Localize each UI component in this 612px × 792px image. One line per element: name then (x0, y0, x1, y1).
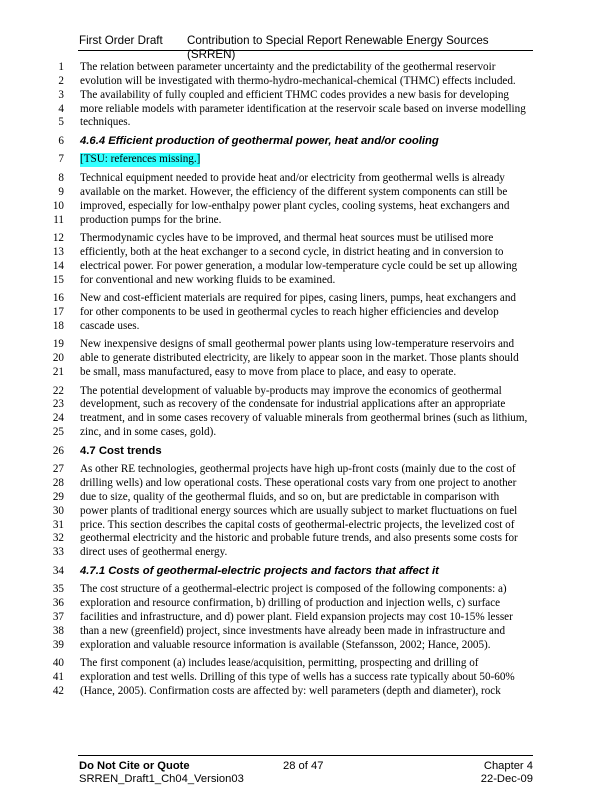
text-line (0, 75, 612, 89)
text-line (0, 214, 612, 228)
line-number: 25 (52, 426, 64, 439)
line-number: 41 (52, 671, 64, 683)
line-number: 24 (52, 412, 64, 425)
page-header (78, 34, 533, 61)
line-number: 15 (52, 273, 64, 286)
text-line (0, 398, 612, 412)
line-text: 4.7.1 Costs of geothermal-electric projects and factors that affect it (80, 564, 439, 577)
line-text: techniques. (80, 116, 131, 129)
text-line (0, 505, 612, 519)
line-text: improved, especially for low-enthalpy power plant cycles, cooling systems, heat exchangers and (80, 199, 510, 212)
paragraph (0, 153, 612, 167)
line-text: cascade uses. (80, 319, 140, 332)
paragraph (0, 338, 612, 380)
line-text: electrical power. For power generation, a modular low-temperature cycle could be set up allowing (80, 259, 518, 272)
text-line (0, 385, 612, 399)
section-heading (0, 135, 612, 149)
footer-rule (78, 755, 533, 756)
text-line (0, 153, 612, 167)
line-number: 6 (58, 134, 64, 147)
line-text: for conventional and new working fluids to be examined. (80, 273, 336, 286)
line-number: 1 (58, 61, 64, 73)
paragraph (0, 385, 612, 440)
line-number: 10 (52, 199, 64, 212)
paragraph (0, 232, 612, 287)
text-line (0, 89, 612, 103)
text-line (0, 246, 612, 260)
line-number: 27 (52, 463, 64, 476)
line-text: production pumps for the brine. (80, 213, 222, 226)
text-line (0, 463, 612, 477)
text-line (0, 260, 612, 274)
paragraph (0, 172, 612, 227)
footer-citation-notice: Do Not Cite or Quote (79, 760, 190, 772)
footer-chapter: Chapter 4 (483, 760, 533, 772)
line-text: The cost structure of a geothermal-electric project is composed of the following components: a) (80, 583, 507, 596)
line-text: power plants of traditional energy sources which are usually subject to market fluctuations on fuel (80, 504, 518, 517)
text-line (0, 671, 612, 685)
line-text: more reliable models with parameter identification at the reservoir scale based on inverse modelling (80, 102, 526, 115)
text-line (0, 583, 612, 597)
text-line (0, 135, 612, 149)
line-number: 18 (52, 319, 64, 332)
line-text: exploration and valuable resource information is available (Stefansson, 2002; Hance, 2005). (80, 638, 491, 651)
line-text: due to size, quality of the geothermal fluids, and so on, but are predictable in comparison with (80, 490, 500, 503)
line-text: As other RE technologies, geothermal projects have high up-front costs (mainly due to the cost of (80, 463, 516, 476)
text-line (0, 445, 612, 459)
line-number: 39 (52, 638, 64, 651)
line-text: direct uses of geothermal energy. (80, 546, 228, 559)
paragraph (0, 61, 612, 130)
line-text: exploration and resource confirmation, b) drilling of production and injection wells, c) surface (80, 597, 501, 610)
line-text: evolution will be investigated with thermo-hydro-mechanical-chemical (THMC) effects included. (80, 74, 516, 87)
line-number: 7 (58, 153, 64, 166)
text-line (0, 292, 612, 306)
footer-page-number: 28 of 47 (283, 760, 324, 772)
text-line (0, 565, 612, 579)
line-number: 14 (52, 259, 64, 272)
line-text: price. This section describes the capital costs of geothermal-electric projects, the levelized cost of (80, 518, 515, 531)
line-text: treatment, and in some cases recovery of valuable minerals from geothermal brines (such as lithium, (80, 412, 528, 425)
document-body (0, 61, 612, 703)
line-text: exploration and test wells. Drilling of this type of wells has a success rate typically about 50-60% (80, 671, 515, 683)
line-text: than a new (greenfield) project, since investments have already been made in infrastructure and (80, 624, 506, 637)
paragraph (0, 463, 612, 560)
line-text: efficiently, both at the heat exchanger to a second cycle, in district heating and in conversion to (80, 245, 504, 258)
text-line (0, 186, 612, 200)
line-number: 20 (52, 352, 64, 365)
text-line (0, 320, 612, 334)
line-text: zinc, and in some cases, gold). (80, 426, 217, 439)
line-text: (Hance, 2005). Confirmation costs are affected by: well parameters (depth and diameter), rock (80, 684, 501, 697)
text-line (0, 477, 612, 491)
line-number: 30 (52, 504, 64, 517)
line-number: 29 (52, 490, 64, 503)
text-line (0, 491, 612, 505)
line-text: be small, mass manufactured, easy to move from place to place, and easy to operate. (80, 366, 457, 378)
text-line (0, 639, 612, 653)
line-text: 4.7 Cost trends (80, 444, 162, 457)
text-line (0, 200, 612, 214)
line-number: 19 (52, 338, 64, 351)
line-number: 34 (52, 564, 64, 577)
line-text: available on the market. However, the efficiency of the different system components can still be (80, 185, 508, 198)
line-number: 35 (52, 583, 64, 596)
text-line (0, 274, 612, 288)
line-number: 32 (52, 532, 64, 545)
line-number: 11 (53, 213, 64, 226)
text-line (0, 338, 612, 352)
line-number: 36 (52, 597, 64, 610)
text-line (0, 366, 612, 380)
line-number: 3 (58, 88, 64, 101)
line-number: 4 (58, 102, 64, 115)
section-heading (0, 445, 612, 459)
line-number: 17 (52, 305, 64, 318)
line-number: 37 (52, 610, 64, 623)
line-text: New and cost-efficient materials are required for pipes, casing liners, pumps, heat exchangers and (80, 292, 516, 305)
line-number: 16 (52, 292, 64, 305)
line-number: 5 (58, 116, 64, 129)
line-text: The availability of fully coupled and efficient THMC codes provides a new basis for developing (80, 88, 510, 101)
text-line (0, 519, 612, 533)
line-number: 26 (52, 444, 64, 457)
line-text: able to generate distributed electricity, are likely to appear soon in the market. Those plants should (80, 352, 519, 365)
text-line (0, 306, 612, 320)
line-number: 33 (52, 546, 64, 559)
header-draft-label: First Order Draft (79, 34, 163, 47)
line-number: 13 (52, 245, 64, 258)
line-number: 9 (58, 185, 64, 198)
line-text: geothermal electricity and the historic and probable future trends, and also presents some costs for (80, 532, 518, 545)
text-line (0, 532, 612, 546)
line-text: The first component (a) includes lease/acquisition, permitting, prospecting and drilling of (80, 657, 479, 670)
text-line (0, 103, 612, 117)
line-text: for other components to be used in geothermal cycles to reach higher efficiencies and develop (80, 305, 499, 318)
line-number: 23 (52, 398, 64, 411)
text-line (0, 685, 612, 699)
line-number: 38 (52, 624, 64, 637)
line-text: Thermodynamic cycles have to be improved, and thermal heat sources must be utilised more (80, 232, 494, 245)
text-line (0, 657, 612, 671)
line-number: 28 (52, 476, 64, 489)
line-number: 21 (52, 366, 64, 378)
text-line (0, 611, 612, 625)
line-number: 42 (52, 684, 64, 697)
footer-date: 22-Dec-09 (480, 773, 533, 785)
line-number: 12 (52, 232, 64, 245)
line-number: 31 (52, 518, 64, 531)
text-line (0, 597, 612, 611)
header-report-title: Contribution to Special Report Renewable Energy Sources (SRREN) (187, 34, 489, 61)
text-line (0, 412, 612, 426)
text-line (0, 61, 612, 75)
line-text: drilling wells) and low operational costs. These operational costs vary from one project to another (80, 476, 517, 489)
line-number: 2 (58, 74, 64, 87)
paragraph (0, 657, 612, 699)
footer-document-id: SRREN_Draft1_Ch04_Version03 (79, 773, 244, 785)
tsu-note-highlight: [TSU: references missing.] (80, 153, 201, 166)
line-number: 8 (58, 171, 64, 184)
line-text: development, such as recovery of the condensate for industrial applications after an appropriate (80, 398, 506, 411)
line-text: Technical equipment needed to provide heat and/or electricity from geothermal wells is already (80, 171, 505, 184)
line-text: 4.6.4 Efficient production of geothermal power, heat and/or cooling (80, 134, 439, 147)
text-line (0, 546, 612, 560)
text-line (0, 116, 612, 130)
line-text: The relation between parameter uncertainty and the predictability of the geothermal reservoir (80, 61, 496, 73)
text-line (0, 172, 612, 186)
text-line (0, 426, 612, 440)
text-line (0, 625, 612, 639)
line-text: facilities and infrastructure, and d) power plant. Field expansion projects may cost 10-15% lesser (80, 610, 513, 623)
section-heading (0, 565, 612, 579)
paragraph (0, 292, 612, 334)
line-text: New inexpensive designs of small geothermal power plants using low-temperature reservoirs and (80, 338, 515, 351)
text-line (0, 352, 612, 366)
text-line (0, 232, 612, 246)
line-number: 22 (52, 384, 64, 397)
line-text: The potential development of valuable by-products may improve the economics of geothermal (80, 384, 502, 397)
line-number: 40 (52, 657, 64, 670)
paragraph (0, 583, 612, 652)
